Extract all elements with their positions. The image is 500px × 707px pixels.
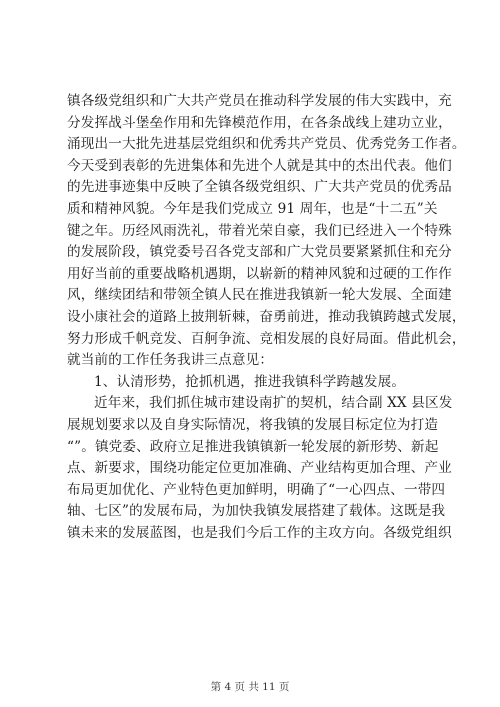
text-line: “”。镇党委、政府立足推进我镇镇新一轮发展的新形势、新起 [67, 438, 439, 455]
text-line: 轴、七区”的发展布局，为加快我镇发展搭建了载体。这既是我 [67, 503, 446, 520]
text-line: 质和精神风貌。今年是我们党成立 91 周年，也是“十二五”关 [67, 200, 438, 217]
text-line: 镇未来的发展蓝图，也是我们今后工作的主攻方向。各级党组织 [67, 524, 452, 541]
text-line: 布局更加优化、产业特色更加鲜明，明确了“一心四点、一带四 [67, 481, 446, 498]
text-line: 键之年。历经风雨洗礼，带着光荣自豪，我们已经进入一个特殊 [67, 222, 452, 239]
text-line: 点、新要求，围绕功能定位更加准确、产业结构更加合理、产业 [67, 460, 452, 477]
text-line: 设小康社会的道路上披荆斩棘，奋勇前进，推动我镇跨越式发展， [67, 308, 466, 325]
text-line: 努力形成千帆竞发、百舸争流、竞相发展的良好局面。借此机会， [67, 330, 466, 347]
text-line: 的发展阶段，镇党委号召各党支部和广大党员要紧紧抓住和充分 [67, 244, 452, 261]
text-line: 涌现出一大批先进基层党组织和优秀共产党员、优秀党务工作者。 [67, 136, 466, 153]
section-heading: 1、认清形势，抢抓机遇，推进我镇科学跨越发展。 [94, 373, 406, 390]
text-line: 分发挥战斗堡垒作用和先锋模范作用，在各条战线上建功立业， [67, 114, 452, 131]
body-text [67, 91, 466, 544]
text-line: 展规划要求以及自身实际情况，将我镇的发展目标定位为打造 [67, 416, 439, 433]
text-line: 镇各级党组织和广大共产党员在推动科学发展的伟大实践中，充 [67, 93, 452, 109]
text-line: 近年来，我们抓住城市建设南扩的契机，结合副 XX 县区发 [94, 395, 453, 412]
text-line: 风，继续团结和带领全镇人民在推进我镇新一轮大发展、全面建 [67, 287, 452, 304]
text-line: 的先进事迹集中反映了全镇各级党组织、广大共产党员的优秀品 [67, 179, 452, 196]
text-line: 就当前的工作任务我讲三点意见： [67, 352, 274, 369]
text-line: 今天受到表彰的先进集体和先进个人就是其中的杰出代表。他们 [67, 157, 452, 174]
text-line: 用好当前的重要战略机遇期，以崭新的精神风貌和过硬的工作作 [67, 265, 452, 282]
page-number: 第 4 页 共 11 页 [210, 681, 290, 693]
